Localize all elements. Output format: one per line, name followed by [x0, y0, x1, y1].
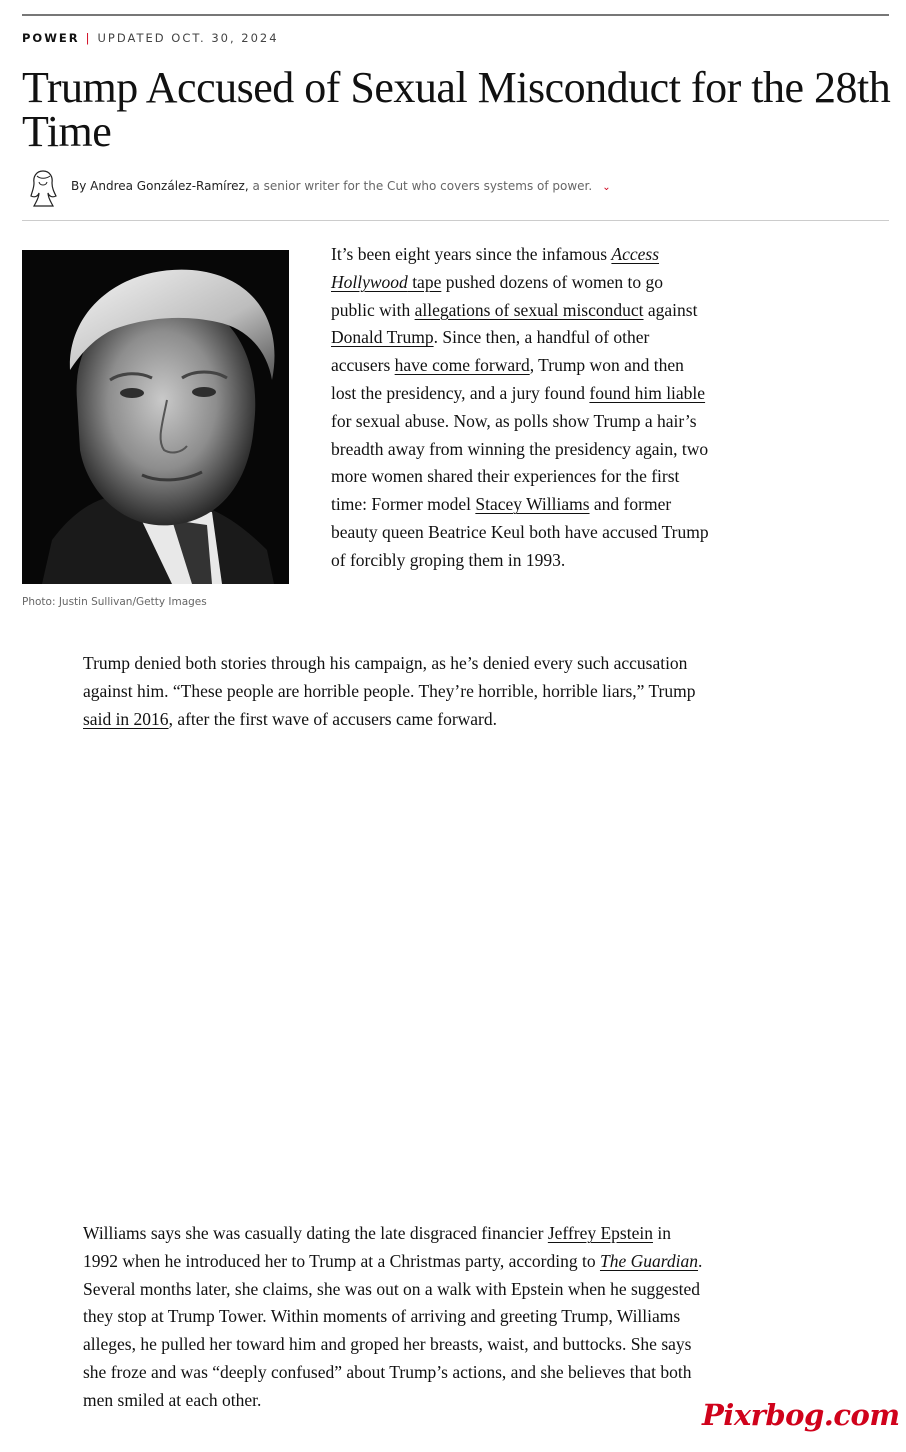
author-link[interactable]: Andrea González-Ramírez, — [90, 179, 249, 193]
text-span: against — [643, 299, 698, 320]
text-span: It’s been eight years since the infamous — [331, 244, 612, 264]
author-description: a senior writer for the Cut who covers systems of power. — [248, 179, 593, 193]
text-span: pushed dozens of women to go public with — [331, 271, 663, 320]
text-span: Trump denied both stories through his campaign, as he’s denied every such accusation against him. “These people are horrible people. They’re horrible, horrible liars,” Trump — [83, 653, 696, 701]
author-avatar[interactable] — [26, 168, 60, 208]
link-text-italic: Access Hollywood — [331, 244, 660, 292]
text-span: . Since then, a handful of other accusers — [331, 327, 650, 376]
link-the-guardian[interactable] — [600, 1251, 698, 1271]
text-span: , Trump won and then lost the presidency, and a jury found — [331, 355, 684, 403]
link-donald-trump[interactable]: Donald Trump — [331, 327, 434, 348]
headline: Trump Accused of Sexual Misconduct for the 28th Time — [22, 63, 891, 156]
link-text: tape — [407, 271, 442, 292]
link-found-him-liable[interactable]: found him liable — [589, 382, 706, 403]
link-have-come-forward[interactable]: have come forward — [394, 355, 530, 376]
text-span: in 1992 when he introduced her to Trump at a Christmas party, according to — [83, 1223, 671, 1271]
paragraph-3 — [83, 1220, 708, 1415]
updated-date: UPDATED OCT. 30, 2024 — [97, 31, 279, 45]
text-span: Williams says she was casually dating the late disgraced financier — [83, 1223, 548, 1243]
link-jeffrey-epstein[interactable]: Jeffrey Epstein — [547, 1223, 653, 1243]
link-stacey-williams[interactable]: Stacey Williams — [475, 494, 590, 515]
divider — [22, 220, 889, 221]
article-meta — [22, 31, 279, 45]
byline-text — [71, 179, 611, 193]
watermark: Pixrbog.com — [702, 1398, 900, 1432]
text-span: for sexual abuse. Now, as polls show Trump a hair’s breadth away from winning the presidency again, two more women shared their experiences for the first time: Former model — [331, 410, 709, 515]
byline-prefix: By — [71, 179, 91, 193]
text-span: . Several months later, she claims, she was out on a walk with Epstein when he suggested they stop at Trump Tower. Within moments of arriving and greeting Trump, Williams alleges, he pulled her toward him and groped her breasts, waist, and buttocks. She says she froze and was “deeply confused” about Trump’s actions, and she believes that both men smiled at each other. — [83, 1250, 703, 1410]
paragraph-2 — [83, 650, 708, 733]
portrait-image — [22, 250, 289, 584]
meta-separator: | — [85, 31, 92, 45]
byline — [22, 166, 889, 208]
paragraph-1 — [331, 241, 711, 575]
top-rule — [22, 14, 889, 16]
link-allegations[interactable]: allegations of sexual misconduct — [414, 299, 644, 320]
chevron-down-icon[interactable]: ⌄ — [602, 182, 611, 193]
text-span: , after the first wave of accusers came forward. — [168, 708, 498, 729]
link-text-italic: The Guardian — [599, 1250, 699, 1271]
lead-photo — [22, 250, 289, 584]
link-said-in-2016[interactable]: said in 2016 — [83, 708, 169, 729]
rubric-link[interactable]: POWER — [22, 31, 80, 45]
photo-caption: Photo: Justin Sullivan/Getty Images — [22, 596, 207, 608]
text-span: and former beauty queen Beatrice Keul both have accused Trump of forcibly groping them in 1993. — [331, 494, 709, 570]
